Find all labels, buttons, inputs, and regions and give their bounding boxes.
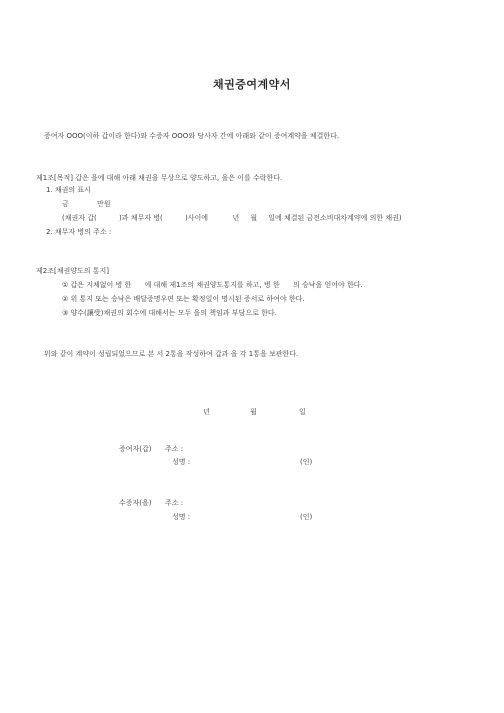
date-month: 월	[250, 408, 257, 416]
article2-clause-2: ② 위 통지 또는 승낙은 배달증명우편 또는 확정일이 명시된 증서로 하여야 한다.	[62, 295, 305, 303]
donor-name-label: 성명 :	[172, 458, 191, 466]
article1-heading: 제1조[목적] 갑은 을에 대해 아래 채권을 무상으로 양도하고, 을은 이를 수락한다.	[36, 174, 283, 182]
claim-detail: (채권자 갑( )과 채무자 병( )사이에 년 월 일에 체결된 금전소비대차계약에 의한 채권)	[62, 214, 402, 222]
article2-heading: 제2조[채권양도의 통지]	[36, 267, 109, 275]
article2-clause-1: ① 갑은 지체없이 병 한 에 대해 제1조의 채권양도통지를 하고, 병 한 의 승낙을 얻어야 한다.	[62, 281, 363, 289]
donee-name-label: 성명 :	[172, 513, 191, 521]
article2-clause-3: ③ 양수(讓受)채권의 회수에 대해서는 모두 을의 책임과 부담으로 한다.	[62, 309, 277, 317]
donee-role: 수증자(을)	[119, 499, 152, 507]
claim-display-item: 1. 채권의 표시	[46, 186, 91, 194]
intro-paragraph: 증여자 OOO(이하 갑이라 한다)와 수증자 OOO와 당사자 간에 아래와 같이 증여계약을 체결한다.	[44, 132, 340, 140]
donor-address-label: 주소 :	[165, 445, 184, 453]
amount-unit: 만원	[97, 200, 111, 208]
date-year: 년	[203, 408, 210, 416]
closing-paragraph: 위와 같이 계약이 성립되었으므로 본 서 2통을 작성하여 갑과 을 각 1통을 보관한다.	[44, 350, 299, 358]
amount-label: 금	[62, 200, 69, 208]
document-title: 채권증여계약서	[213, 78, 291, 91]
donor-role: 증여자(갑)	[119, 445, 152, 453]
date-day: 일	[299, 408, 306, 416]
donee-address-label: 주소 :	[165, 499, 184, 507]
donee-seal: (인)	[300, 513, 313, 521]
donor-seal: (인)	[300, 458, 313, 466]
debtor-address-item: 2. 채무자 병의 주소 :	[46, 228, 112, 236]
